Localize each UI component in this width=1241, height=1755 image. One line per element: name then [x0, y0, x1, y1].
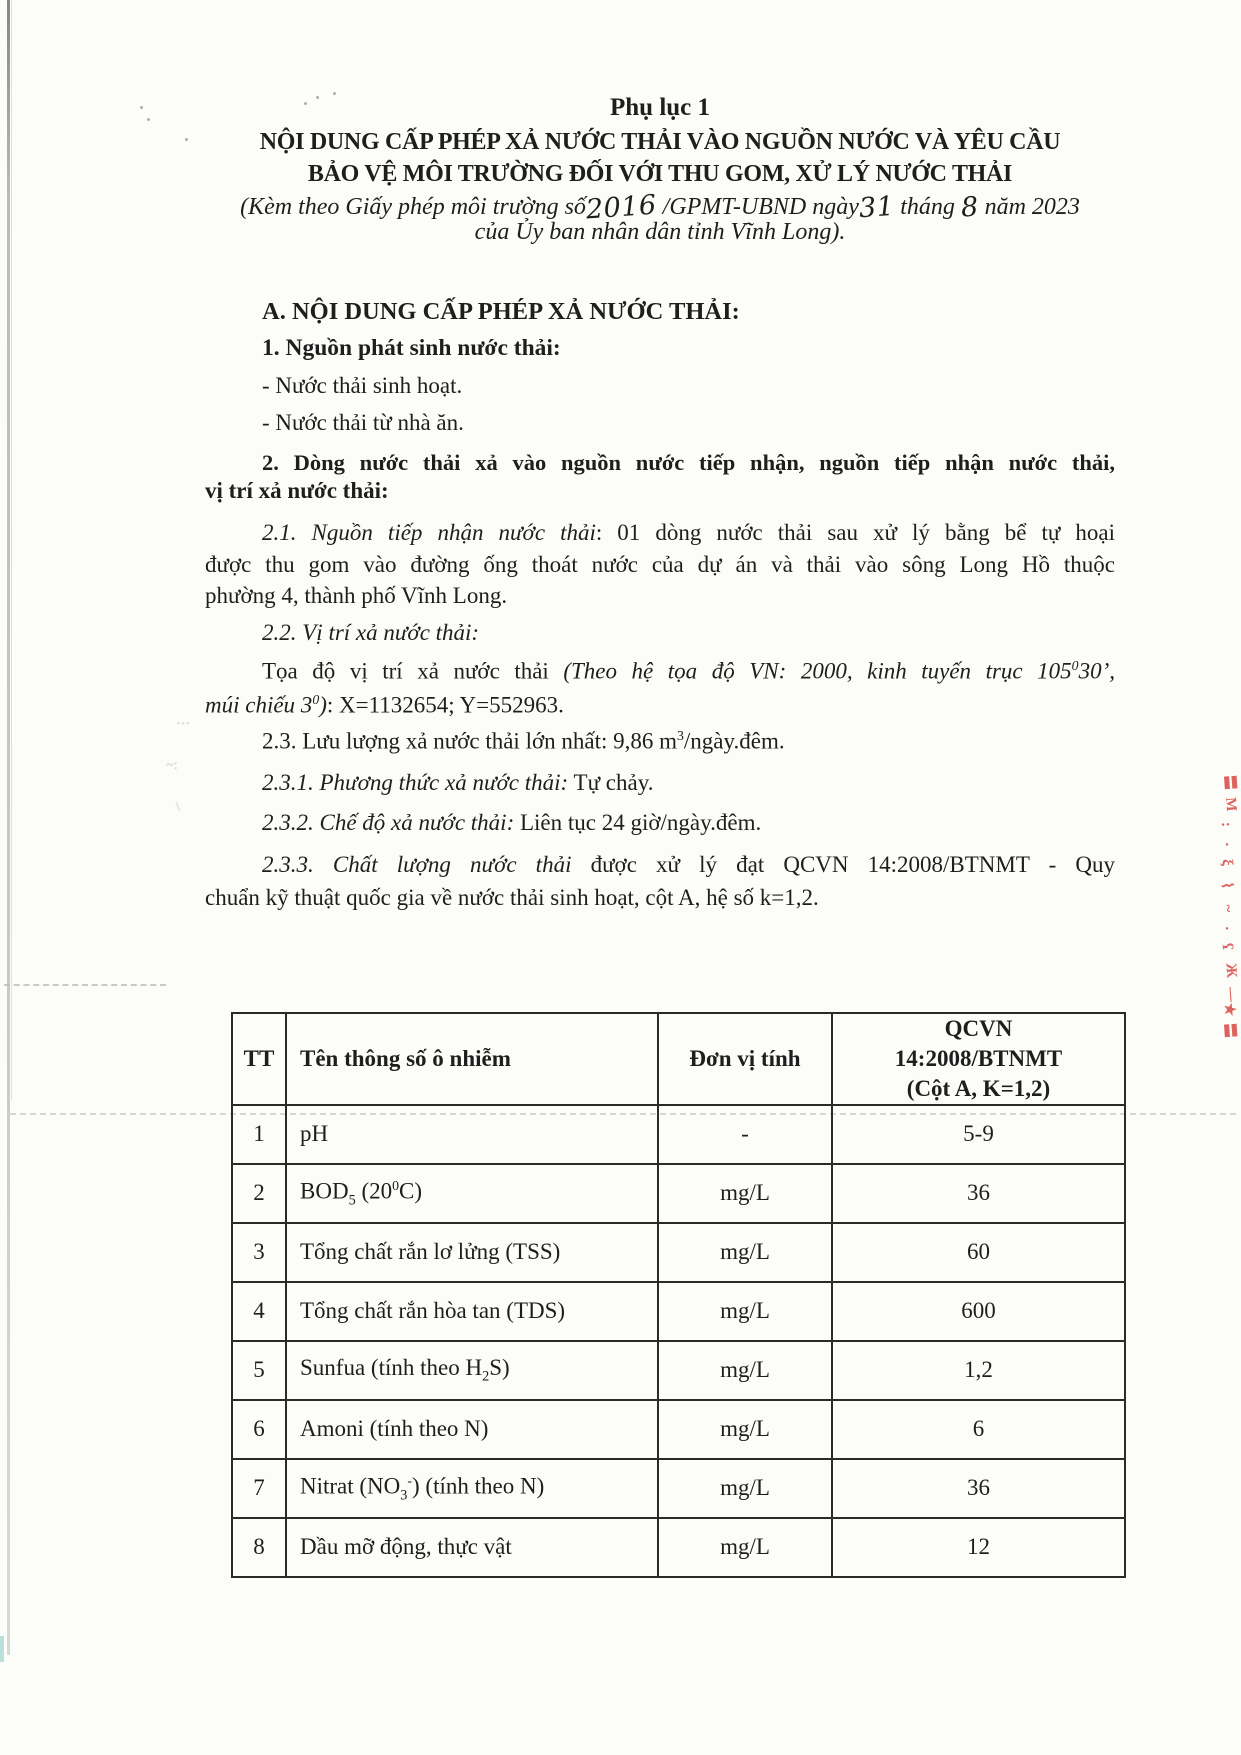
cell-unit: mg/L [658, 1223, 832, 1282]
table-row [232, 1164, 1125, 1223]
cell-tt: 5 [232, 1341, 286, 1400]
cell-tt: 7 [232, 1459, 286, 1518]
ink-speckle [140, 106, 143, 109]
page-edge-scan-line-2 [11, 0, 12, 1100]
parameter-text: Nitrat (NO [300, 1473, 401, 1499]
pencil-smudge: \ [176, 800, 180, 815]
stamp-glyph: Ж [1222, 962, 1240, 979]
run-italic: múi chiếu 3 [205, 692, 313, 718]
run-superscript: 0 [312, 692, 320, 707]
parameter-text: Tổng chất rắn hòa tan (TDS) [300, 1298, 566, 1324]
handwritten-day: 31 [857, 190, 896, 225]
scanner-streak-left [4, 984, 166, 986]
stamp-glyph: 〓 [1220, 774, 1238, 791]
header-cell-qcvn [832, 1013, 1125, 1105]
parameter-text: (20 [355, 1178, 393, 1204]
run-italic: 2.1. Nguồn tiếp nhận nước thải [262, 520, 596, 545]
cell-unit: mg/L [658, 1164, 832, 1223]
cell-tt: 8 [232, 1518, 286, 1577]
run-italic: (Theo hệ tọa độ VN: 2000, kinh tuyến trục 105 [563, 658, 1072, 684]
appendix-label: Phụ lục 1 [609, 94, 711, 121]
run-italic: ) [319, 692, 327, 718]
cell-tt: 6 [232, 1400, 286, 1459]
stamp-glyph: 〓 [1220, 1022, 1238, 1039]
header-cell-unit: Đơn vị tính [658, 1013, 832, 1105]
heading-1: 1. Nguồn phát sinh nước thải: [262, 335, 561, 361]
paragraph-2-1-line1 [205, 519, 1115, 548]
run-text: Tự chảy. [568, 770, 654, 795]
page-edge-tick [0, 1636, 4, 1662]
parameter-text: S) [489, 1354, 510, 1380]
document-title-line2: BẢO VỆ MÔI TRƯỜNG ĐỐI VỚI THU GOM, XỬ LÝ NƯỚC THẢI [307, 161, 1013, 187]
parameter-text: Sunfua (tính theo H [300, 1354, 483, 1380]
run-text: Tọa độ vị trí xả nước thải [262, 658, 564, 684]
header-cell-tt: TT [232, 1013, 286, 1105]
cell-value: 12 [832, 1518, 1125, 1577]
ink-speckle [185, 138, 188, 141]
cell-unit: mg/L [658, 1518, 832, 1577]
pencil-smudge: ~: [166, 758, 178, 773]
cell-parameter [286, 1400, 658, 1459]
pencil-smudge: ․‥ [176, 713, 191, 728]
run-text: : X=1132654; Y=552963. [326, 692, 564, 718]
handwritten-permit-number: 2016 [584, 189, 658, 226]
stamp-glyph: ʕ [1218, 942, 1236, 951]
paragraph-2-3-1 [205, 769, 1115, 798]
cell-parameter [286, 1341, 658, 1400]
subtitle-text: năm 2023 [978, 194, 1080, 220]
cell-tt: 4 [232, 1282, 286, 1341]
paragraph-2-3-2 [205, 809, 1115, 838]
cell-unit: mg/L [658, 1459, 832, 1518]
parameter-text: Amoni (tính theo N) [300, 1416, 489, 1442]
table-row [232, 1459, 1125, 1518]
table-header-row [232, 1013, 1125, 1105]
run-text: : 01 dòng nước thải sau xử lý bằng bể tự hoại [595, 520, 1115, 545]
stamp-glyph: M [1222, 796, 1240, 813]
subtitle-text: /GPMT-UBND ngày [656, 194, 859, 220]
parameters-table [231, 1012, 1126, 1578]
table-row [232, 1223, 1125, 1282]
parameter-text: pH [300, 1121, 329, 1147]
bullet-line: - Nước thải sinh hoạt. [262, 373, 463, 398]
handwritten-month: 8 [959, 191, 980, 224]
paragraph-2-1-line3: phường 4, thành phố Vĩnh Long. [205, 583, 508, 608]
stamp-glyph: : [1217, 821, 1235, 828]
run-italic: 30’, [1078, 658, 1115, 684]
run-text: Liên tục 24 giờ/ngày.đêm. [514, 810, 762, 835]
run-superscript: 3 [677, 728, 684, 743]
cell-value: 36 [832, 1459, 1125, 1518]
qcvn-line3: (Cột A, K=1,2) [906, 1075, 1051, 1101]
cell-unit: - [658, 1105, 832, 1164]
cell-parameter [286, 1164, 658, 1223]
run-italic: 2.3.2. Chế độ xả nước thải: [262, 810, 515, 835]
coordinates-line2 [205, 691, 1115, 720]
parameter-text: 5 [348, 1191, 356, 1208]
subtitle-text: (Kèm theo Giấy phép môi trường số [240, 194, 586, 220]
document-title-line1: NỘI DUNG CẤP PHÉP XẢ NƯỚC THẢI VÀO NGUỒN NƯỚC VÀ YÊU CẦU [259, 129, 1061, 155]
heading-2-line2: vị trí xả nước thải: [205, 478, 389, 503]
parameter-text: 2 [482, 1368, 490, 1385]
stamp-glyph: ★ [1220, 1002, 1238, 1017]
run-superscript: 0 [1071, 658, 1079, 673]
parameter-text: C) [399, 1178, 423, 1204]
cell-tt: 1 [232, 1105, 286, 1164]
stamp-glyph: ξ [1218, 858, 1236, 867]
cell-value: 1,2 [832, 1341, 1125, 1400]
cell-tt: 2 [232, 1164, 286, 1223]
paragraph-2-3 [205, 727, 1115, 756]
stamp-glyph: · [1217, 925, 1235, 932]
cell-parameter [286, 1105, 658, 1164]
ink-speckle [147, 118, 150, 121]
parameter-text: BOD [300, 1178, 349, 1204]
table-row [232, 1341, 1125, 1400]
paragraph-2-3-3-line1 [205, 851, 1115, 880]
cell-parameter [286, 1518, 658, 1577]
section-a-heading: A. NỘI DUNG CẤP PHÉP XẢ NƯỚC THẢI: [262, 298, 740, 325]
run-italic: 2.3.1. Phương thức xả nước thải: [262, 770, 569, 795]
paragraph-2-1-line2: được thu gom vào đường ống thoát nước của dự án và thải vào sông Long Hồ thuộc [205, 552, 1115, 577]
subtitle-text: tháng [894, 194, 961, 220]
qcvn-line2: 14:2008/BTNMT [894, 1045, 1063, 1071]
parameter-text: 3 [400, 1486, 408, 1503]
parameter-text: ) (tính theo N) [412, 1473, 545, 1499]
table-row [232, 1282, 1125, 1341]
cell-value: 6 [832, 1400, 1125, 1459]
cell-value: 5-9 [832, 1105, 1125, 1164]
stamp-glyph: — [1222, 986, 1240, 1003]
heading-2-line1: 2. Dòng nước thải xả vào nguồn nước tiếp nhận, nguồn tiếp nhận nước thải, [262, 450, 1115, 475]
paragraph-2-2: 2.2. Vị trí xả nước thải: [262, 620, 480, 645]
stamp-glyph: ~ [1219, 904, 1236, 913]
parameter-text: - [407, 1472, 413, 1488]
qcvn-line1: QCVN [944, 1016, 1013, 1041]
page-edge-scan-line [7, 0, 10, 1655]
cell-value: 60 [832, 1223, 1125, 1282]
bullet-line: - Nước thải từ nhà ăn. [262, 410, 464, 435]
cell-unit: mg/L [658, 1400, 832, 1459]
run-text: được xử lý đạt QCVN 14:2008/BTNMT - Quy [571, 852, 1115, 877]
stamp-glyph: · [1217, 841, 1235, 848]
cell-parameter [286, 1223, 658, 1282]
parameter-text: 0 [392, 1177, 400, 1193]
red-stamp-fragment [1217, 772, 1241, 1039]
table-row [232, 1105, 1125, 1164]
run-italic: 2.3.3. Chất lượng nước thải [262, 852, 572, 877]
cell-value: 36 [832, 1164, 1125, 1223]
run-text: /ngày.đêm. [683, 728, 785, 754]
stamp-glyph: ⌇ [1217, 881, 1235, 890]
table-row [232, 1518, 1125, 1577]
cell-parameter [286, 1282, 658, 1341]
coordinates-line1 [205, 657, 1115, 686]
table-row [232, 1400, 1125, 1459]
parameter-text: Tổng chất rắn lơ lửng (TSS) [300, 1239, 561, 1265]
header-cell-parameter: Tên thông số ô nhiễm [286, 1013, 658, 1105]
cell-tt: 3 [232, 1223, 286, 1282]
document-subtitle-line2: của Ủy ban nhân dân tỉnh Vĩnh Long). [474, 219, 846, 245]
parameter-text: Dầu mỡ động, thực vật [300, 1534, 512, 1560]
paragraph-2-3-3-line2: chuẩn kỹ thuật quốc gia về nước thải sinh hoạt, cột A, hệ số k=1,2. [205, 885, 819, 910]
cell-parameter [286, 1459, 658, 1518]
cell-unit: mg/L [658, 1282, 832, 1341]
cell-unit: mg/L [658, 1341, 832, 1400]
run-text: 2.3. Lưu lượng xả nước thải lớn nhất: 9,86 m [262, 728, 677, 754]
cell-value: 600 [832, 1282, 1125, 1341]
